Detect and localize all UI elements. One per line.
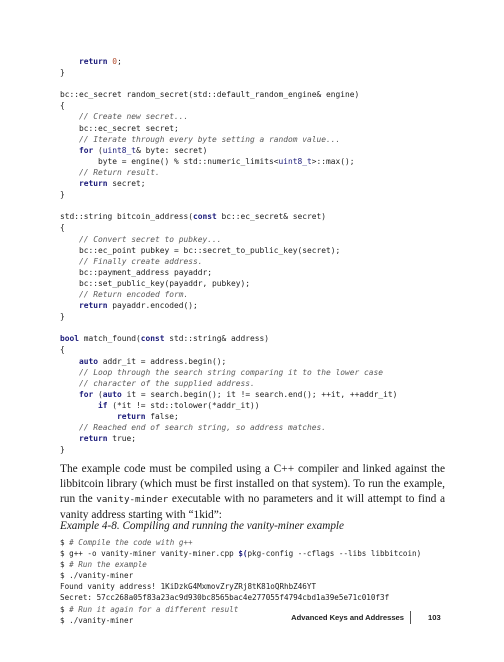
code-listing bbox=[60, 56, 397, 455]
code-line: byte = engine() % std::numeric_limits<uint8_t>::max(); bbox=[60, 156, 355, 166]
console-line: $ g++ -o vanity-miner vanity-miner.cpp $(pkg-config --cflags --libs libbitcoin) bbox=[60, 549, 422, 559]
code-line: bc::set_public_key(payaddr, pubkey); bbox=[79, 278, 251, 288]
code-line: if (*it != std::tolower(*addr_it)) bbox=[98, 400, 260, 410]
code-line: { bbox=[60, 101, 65, 111]
code-line: // Reached end of search string, so address matches. bbox=[79, 423, 327, 433]
inline-code: vanity-minder bbox=[96, 494, 169, 506]
code-line: for (uint8_t& byte: secret) bbox=[79, 145, 208, 155]
code-line: return false; bbox=[117, 412, 179, 421]
code-line: std::string bitcoin_address(const bc::ec_secret& secret) bbox=[60, 212, 327, 222]
code-line: return payaddr.encoded(); bbox=[79, 301, 198, 311]
code-line: { bbox=[60, 345, 65, 355]
console-line: $ ./vanity-miner bbox=[60, 615, 134, 625]
code-line: } bbox=[60, 312, 65, 322]
example-caption: Example 4-8. Compiling and running the vanity-miner example bbox=[60, 520, 344, 532]
code-line: return true; bbox=[79, 434, 137, 444]
code-line: // Return result. bbox=[79, 167, 160, 177]
body-paragraph bbox=[60, 462, 445, 523]
code-line: // Return encoded form. bbox=[79, 289, 189, 299]
console-line: $ # Run it again for a different result bbox=[60, 604, 239, 614]
code-line: // Loop through the search string comparing it to the lower case bbox=[79, 367, 384, 377]
code-line: // Finally create address. bbox=[79, 256, 203, 266]
paragraph-text-2: executable with no parameters and it will attempt to find a vanity address starting with “1kid”: bbox=[60, 493, 445, 521]
code-line: // Convert secret to pubkey... bbox=[79, 234, 222, 244]
page-number: 103 bbox=[428, 613, 441, 622]
code-line: // Create new secret... bbox=[79, 112, 189, 122]
code-line: bc::ec_secret random_secret(std::default_random_engine& engine) bbox=[60, 90, 360, 100]
code-line: return 0; bbox=[79, 57, 122, 66]
code-line: bc::payment_address payaddr; bbox=[79, 267, 213, 277]
code-line: // Iterate through every byte setting a random value... bbox=[79, 134, 341, 144]
code-line: bc::ec_secret secret; bbox=[79, 123, 179, 133]
code-line: } bbox=[60, 190, 65, 200]
console-line: Found vanity address! 1KiDzkG4MxmovZryZRj8tK81oQRhbZ46YT bbox=[60, 582, 317, 592]
code-line: // character of the supplied address. bbox=[79, 378, 255, 388]
code-line: } bbox=[60, 445, 65, 455]
code-line: bc::ec_point pubkey = bc::secret_to_public_key(secret); bbox=[79, 245, 341, 255]
console-line: $ # Run the example bbox=[60, 560, 147, 570]
console-line: $ ./vanity-miner bbox=[60, 571, 134, 581]
footer-divider bbox=[410, 611, 411, 624]
code-line: auto addr_it = address.begin(); bbox=[79, 356, 227, 366]
code-line: bool match_found(const std::string& address) bbox=[60, 334, 270, 344]
code-line: { bbox=[60, 223, 65, 233]
paragraph-text-1: The example code must be compiled using a C++ compiler and linked against the libbitcoin library (which must be first installed on that system). To run the example, run the bbox=[60, 463, 445, 506]
code-line: for (auto it = search.begin(); it != search.end(); ++it, ++addr_it) bbox=[79, 389, 398, 399]
console-line: $ # Compile the code with g++ bbox=[60, 538, 193, 547]
console-line: Secret: 57cc268a05f83a23ac9d930bc8565bac4e277055f4794cbd1a39e5e71c010f3f bbox=[60, 593, 390, 603]
code-line: } bbox=[60, 68, 65, 78]
code-line: return secret; bbox=[79, 179, 146, 189]
running-chapter-title: Advanced Keys and Addresses bbox=[291, 613, 404, 622]
